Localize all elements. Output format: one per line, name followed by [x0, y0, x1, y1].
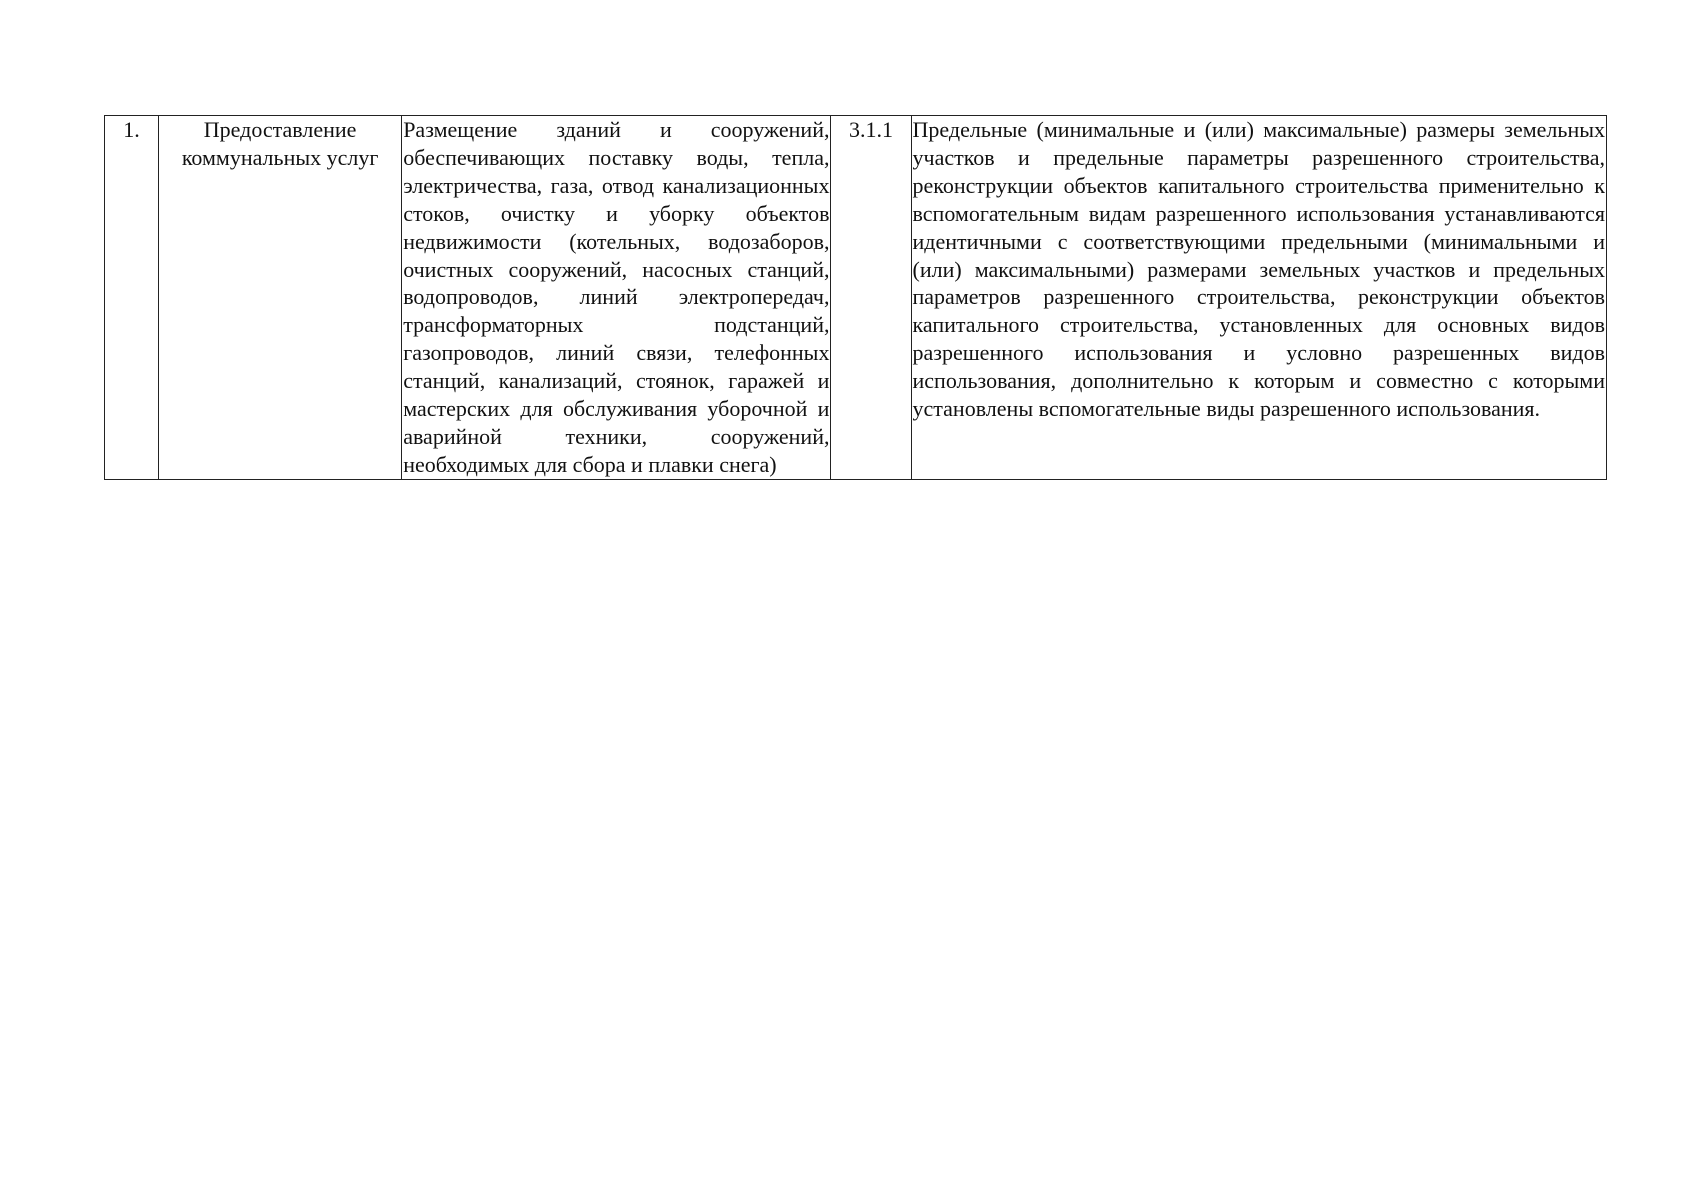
row-number-cell: 1.: [105, 116, 159, 480]
limit-parameters-cell: Предельные (минимальные и (или) максимальные) размеры земельных участков и предельные параметры разрешенного строительства, реконструкции объектов капитального строительства применительно к вспомогательным видам разрешенного использования устанавливаются идентичными с соответствующими предельными (минимальными и (или) максимальными) размерами земельных участков и предельных параметров разрешенного строительства, реконструкции объектов капитального строительства, установленных для основных видов разрешенного использования и условно разрешенных видов использования, дополнительно к которым и совместно с которыми установлены вспомогательные виды разрешенного использования.: [911, 116, 1606, 480]
land-use-code-cell: 3.1.1: [831, 116, 911, 480]
land-use-description-cell: Размещение зданий и сооружений, обеспечивающих поставку воды, тепла, электричества, газа, отвод канализационных стоков, очистку и уборку объектов недвижимости (котельных, водозаборов, очистных сооружений, насосных станций, водопроводов, линий электропередач, трансформаторных подстанций, газопроводов, линий связи, телефонных станций, канализаций, стоянок, гаражей и мастерских для обслуживания уборочной и аварийной техники, сооружений, необходимых для сбора и плавки снега): [402, 116, 831, 480]
land-use-name-cell: Предоставление коммунальных услуг: [159, 116, 402, 480]
land-use-table: [104, 115, 1607, 480]
table-row: [105, 116, 1607, 480]
